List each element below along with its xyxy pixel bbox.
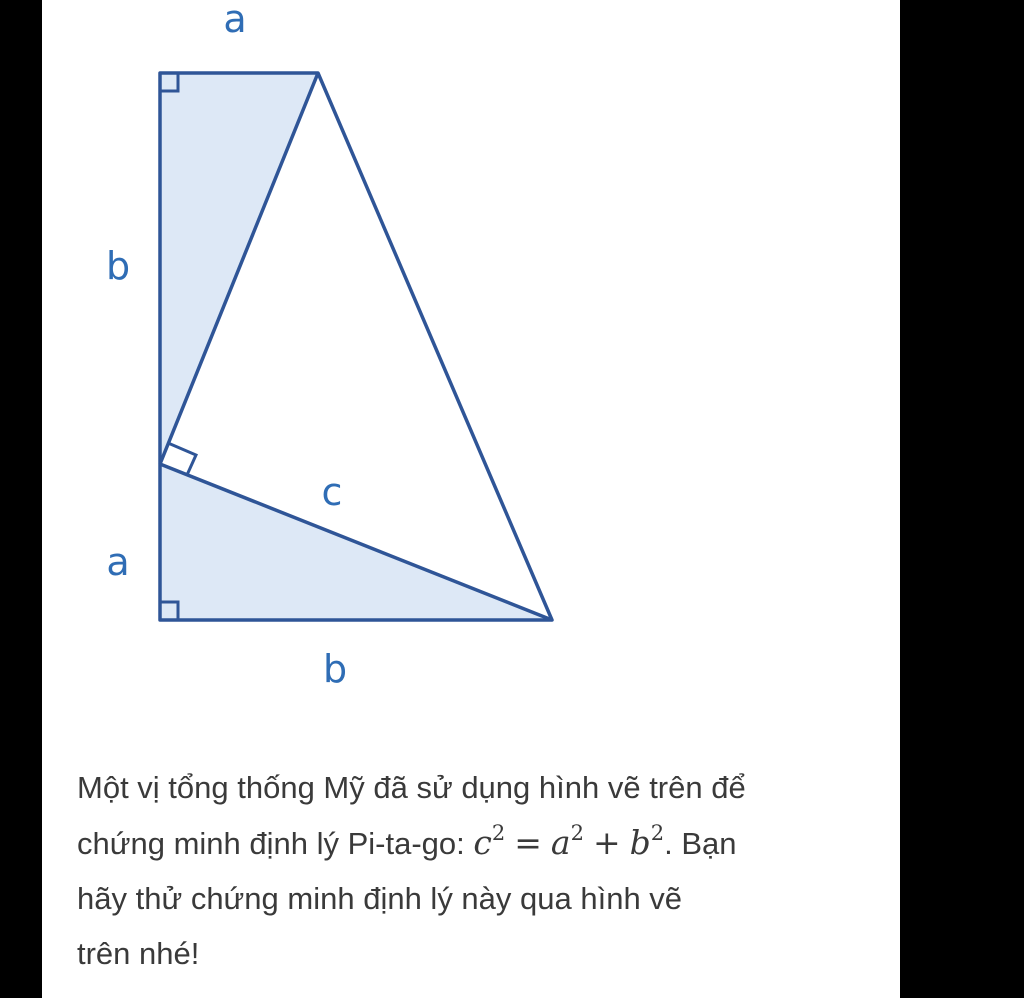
label-bottom-b: b <box>322 647 348 691</box>
formula-c: c <box>473 823 492 862</box>
label-left-b: b <box>105 244 131 288</box>
caption <box>77 760 877 981</box>
caption-line-1: Một vị tổng thống Mỹ đã sử dụng hình vẽ trên để <box>77 770 746 805</box>
label-hyp-c: c <box>321 470 343 514</box>
formula-equals: = <box>514 823 542 862</box>
caption-line-2-text: chứng minh định lý Pi-ta-go: <box>77 826 474 861</box>
pythagoras-formula <box>473 823 664 862</box>
formula-exp-b: 2 <box>650 821 665 845</box>
caption-line-4: trên nhé! <box>77 936 200 971</box>
formula-exp-c: 2 <box>491 821 506 845</box>
formula-plus: + <box>592 823 621 862</box>
label-left-a: a <box>106 540 130 584</box>
pythagoras-diagram <box>42 0 900 720</box>
page <box>42 0 900 998</box>
formula-exp-a: 2 <box>570 821 584 845</box>
caption-line-2 <box>77 815 877 871</box>
label-top-a: a <box>223 0 247 41</box>
formula-a: a <box>550 823 571 862</box>
caption-line-2-end: . Bạn <box>664 826 737 861</box>
formula-b: b <box>629 823 651 862</box>
caption-line-3: hãy thử chứng minh định lý này qua hình vẽ <box>77 881 683 916</box>
trapezoid-figure <box>42 0 900 720</box>
